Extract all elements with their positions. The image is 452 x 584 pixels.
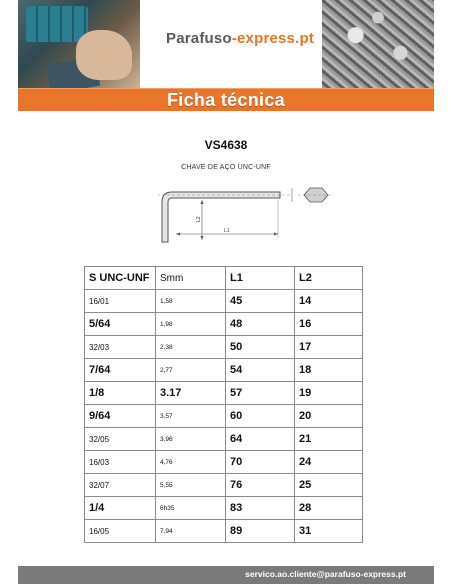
footer bbox=[18, 566, 434, 584]
cell-l1: 76 bbox=[226, 474, 295, 497]
brand-accent: -express.pt bbox=[231, 30, 315, 47]
cell-smm: 3,57 bbox=[156, 405, 226, 428]
cell-l2: 18 bbox=[295, 359, 363, 382]
cell-l1: 70 bbox=[226, 451, 295, 474]
cell-size: 5/64 bbox=[85, 313, 156, 336]
table-row bbox=[85, 428, 363, 451]
cell-size: 16/03 bbox=[85, 451, 156, 474]
brand-main: Parafuso bbox=[166, 30, 232, 47]
cell-smm: 5,55 bbox=[156, 474, 226, 497]
cell-l1: 54 bbox=[226, 359, 295, 382]
cell-smm: 3.17 bbox=[156, 382, 226, 405]
cell-size: 1/4 bbox=[85, 497, 156, 520]
cell-l1: 64 bbox=[226, 428, 295, 451]
title-banner bbox=[18, 88, 434, 111]
header-l2: L2 bbox=[295, 267, 363, 290]
cell-l1: 48 bbox=[226, 313, 295, 336]
table-header-row bbox=[85, 267, 363, 290]
cell-size: 7/64 bbox=[85, 359, 156, 382]
cell-l2: 19 bbox=[295, 382, 363, 405]
hand-graphic bbox=[76, 30, 132, 80]
cell-l1: 60 bbox=[226, 405, 295, 428]
cell-smm: 2,38 bbox=[156, 336, 226, 359]
cell-smm: 1,98 bbox=[156, 313, 226, 336]
brand-logo bbox=[166, 30, 314, 47]
table-row bbox=[85, 382, 363, 405]
cell-size: 32/05 bbox=[85, 428, 156, 451]
table-row bbox=[85, 497, 363, 520]
table-row bbox=[85, 451, 363, 474]
tool-box-graphic bbox=[26, 6, 88, 42]
cell-size: 16/05 bbox=[85, 520, 156, 543]
cell-smm: 7,94 bbox=[156, 520, 226, 543]
header-photo-screws bbox=[322, 0, 434, 88]
dim-l1-label: L1 bbox=[224, 228, 230, 234]
header-smm: Smm bbox=[156, 267, 226, 290]
cell-l2: 24 bbox=[295, 451, 363, 474]
spec-table-body bbox=[85, 290, 363, 543]
dim-l1-arrow-left bbox=[176, 233, 180, 236]
cell-l2: 20 bbox=[295, 405, 363, 428]
cell-smm: 1,58 bbox=[156, 290, 226, 313]
table-row bbox=[85, 313, 363, 336]
cell-size: 16/01 bbox=[85, 290, 156, 313]
table-row bbox=[85, 405, 363, 428]
cell-l2: 14 bbox=[295, 290, 363, 313]
hex-key-diagram bbox=[150, 178, 340, 250]
dim-l1-arrow-right bbox=[274, 233, 278, 236]
header-size: S UNC-UNF bbox=[85, 267, 156, 290]
banner-title: Ficha técnica bbox=[167, 90, 285, 110]
cell-l2: 25 bbox=[295, 474, 363, 497]
table-row bbox=[85, 359, 363, 382]
table-row bbox=[85, 520, 363, 543]
cell-size: 9/64 bbox=[85, 405, 156, 428]
dim-l2-label: L2 bbox=[196, 216, 202, 222]
cell-size: 1/8 bbox=[85, 382, 156, 405]
header-photo-tools bbox=[18, 0, 140, 88]
cell-smm: 6h35 bbox=[156, 497, 226, 520]
cell-l1: 50 bbox=[226, 336, 295, 359]
cell-l1: 89 bbox=[226, 520, 295, 543]
cell-l2: 16 bbox=[295, 313, 363, 336]
cell-l2: 17 bbox=[295, 336, 363, 359]
cell-smm: 2,77 bbox=[156, 359, 226, 382]
dim-l2-arrow-top bbox=[201, 200, 204, 204]
cell-l2: 21 bbox=[295, 428, 363, 451]
header-l1: L1 bbox=[226, 267, 295, 290]
table-row bbox=[85, 336, 363, 359]
cell-smm: 4,76 bbox=[156, 451, 226, 474]
cell-l1: 57 bbox=[226, 382, 295, 405]
table-row bbox=[85, 290, 363, 313]
cell-l1: 45 bbox=[226, 290, 295, 313]
table-row bbox=[85, 474, 363, 497]
footer-email[interactable]: servico.ao.cliente@parafuso-express.pt bbox=[245, 569, 406, 579]
product-subtitle: CHAVE DE AÇO UNC-UNF bbox=[181, 164, 271, 171]
spec-table bbox=[84, 266, 363, 543]
cell-size: 32/03 bbox=[85, 336, 156, 359]
header bbox=[18, 0, 434, 88]
dim-l2-arrow-bottom bbox=[201, 236, 204, 240]
cell-size: 32/07 bbox=[85, 474, 156, 497]
cell-l2: 31 bbox=[295, 520, 363, 543]
cell-l2: 28 bbox=[295, 497, 363, 520]
cell-l1: 83 bbox=[226, 497, 295, 520]
product-code: VS4638 bbox=[204, 138, 248, 152]
cell-smm: 3,96 bbox=[156, 428, 226, 451]
